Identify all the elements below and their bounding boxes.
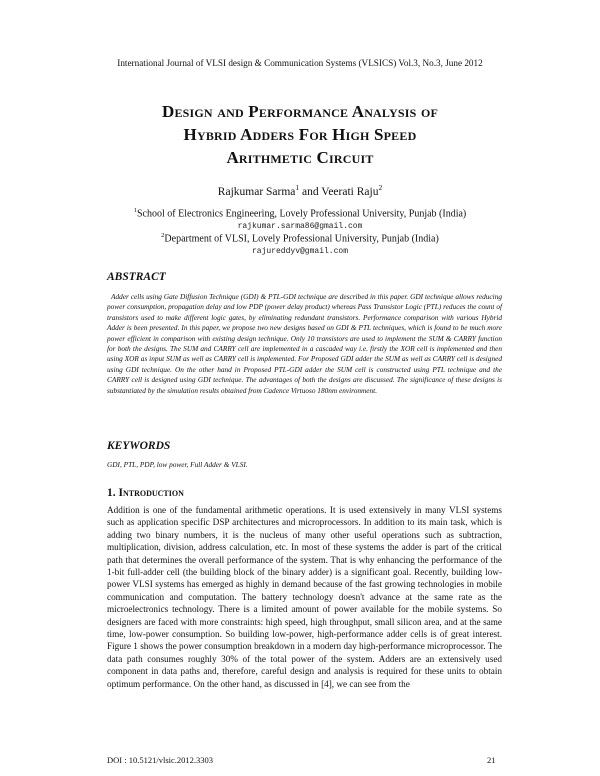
author-separator: and [299,185,322,198]
affiliation-2 [0,232,600,244]
affiliation-1 [0,207,600,219]
doi-footer: DOI : 10.5121/vlsic.2012.3303 [107,755,214,765]
abstract-text: Adder cells using Gate Diffusion Technique (GDI) & PTL-GDI technique are described in this paper. GDI technique allows reducing power consumption, propagation delay and low PDP (power delay product) whereas Pass Transistor Logic (PTL) reduces the count of transistors used to make different logic gates, by eliminating redundant transistors. Performance comparison with various Hybrid Adder is been presented. In this paper, we propose two new designs based on GDI & PTL techniques, which is found to be much more power efficient in comparison with existing design technique. Only 10 transistors are used to implement the SUM & CARRY function for both the designs. The SUM and CARRY cell are implemented in a cascaded way i.e. firstly the XOR cell is implemented and then using XOR as input SUM as well as CARRY cell is implemented. For Proposed GDI adder the SUM as well as CARRY cell is designed using GDI technique. On the other hand in Proposed PTL-GDI adder the SUM cell is constructed using PTL technique and the CARRY cell is designed using GDI technique. The advantages of both the designs are discussed. The significance of these designs is substantiated by the simulation results obtained from Cadence Virtuoso 180nm environment. [107,292,502,395]
author-1: Rajkumar Sarma [217,185,296,198]
author-1-sup: 1 [295,183,300,192]
email-1[interactable]: rajkumar.sarma86@gmail.com [237,222,363,231]
author-2-sup: 2 [378,183,383,192]
author-2: Veerati Raju [321,185,379,198]
journal-header: International Journal of VLSI design & Communication Systems (VLSICS) Vol.3, No.3, June 2012 [117,58,483,68]
author-list [0,183,600,198]
title-line-1: Design and Performance Analysis of [161,102,439,121]
introduction-text: Addition is one of the fundamental arithmetic operations. It is used extensively in many VLSI systems such as application specific DSP architectures and microprocessors. In addition to its main task, which is adding two binary numbers, it is the nucleus of many other useful operations such as subtraction, multiplication, division, address calculation, etc. In most of these systems the adder is part of the critical path that determines the overall performance of the system. That is why enhancing the performance of the 1-bit full-adder cell (the building block of the binary adder) is a significant goal. Recently, building low-power VLSI systems has emerged as highly in demand because of the fast growing technologies in mobile communication and computation. The battery technology doesn't advance at the same rate as the microelectronics technology. There is a limited amount of power available for the mobile systems. So designers are faced with more constraints: high speed, high throughput, small silicon area, and at the same time, low-power consumption. So building low-power, high-performance adder cells is of great interest. Figure 1 shows the power consumption breakdown in a modern day high-performance microprocessor. The data path consumes roughly 30% of the total power of the system. Adders are an extensively used component in data paths and, therefore, careful design and analysis is required for these units to obtain optimum performance. On the other hand, as discussed in [4], we can see from the [107,505,502,689]
page-number: 21 [487,755,496,765]
affiliation-1-text: School of Electronics Engineering, Lovely Professional University, Punjab (India) [136,208,467,220]
keywords-text: GDI, PTL, PDP, low power, Full Adder & VLSI. [107,460,248,469]
paper-title [60,100,540,169]
title-line-3: Arithmetic Circuit [226,148,374,167]
abstract-heading: ABSTRACT [107,271,166,283]
title-line-2: Hybrid Adders For High Speed [183,125,417,144]
affiliation-2-sup: 2 [161,232,165,239]
affiliation-2-text: Department of VLSI, Lovely Professional University, Punjab (India) [164,233,439,245]
affiliation-1-sup: 1 [133,207,137,214]
keywords-heading: KEYWORDS [107,440,171,452]
introduction-heading: 1. Introduction [107,487,184,499]
email-2[interactable]: rajureddyv@gmail.com [251,247,348,256]
